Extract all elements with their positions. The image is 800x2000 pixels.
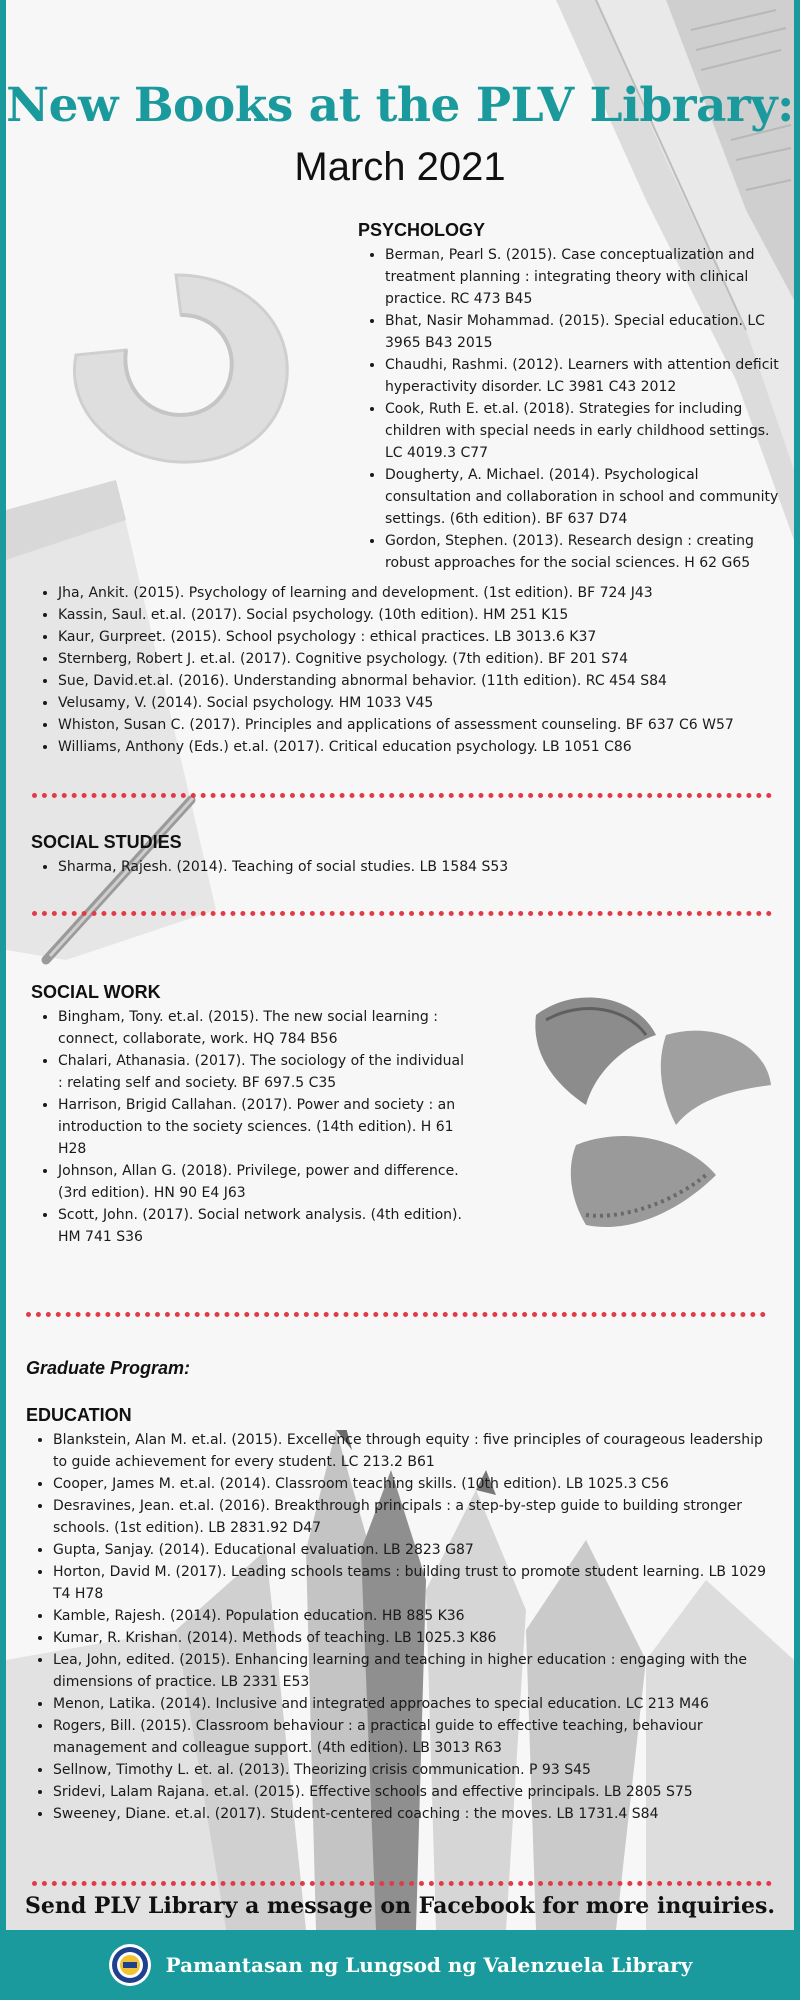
list-item: • Sridevi, Lalam Rajana. et.al. (2015). Effective schools and effective principals. LB 2805 S75: [53, 1781, 771, 1803]
university-seal-icon: [108, 1943, 152, 1987]
library-name: Pamantasan ng Lungsod ng Valenzuela Library: [165, 1953, 693, 1977]
page-title: New Books at the PLV Library:: [6, 78, 794, 133]
list-item: • Kassin, Saul. et.al. (2017). Social psychology. (10th edition). HM 251 K15: [58, 604, 771, 626]
education-list: [26, 1429, 771, 1825]
list-item: • Rogers, Bill. (2015). Classroom behaviour : a practical guide to effective teaching, behaviour management and colleague support. (4th edition). LB 3013 R63: [53, 1715, 771, 1759]
list-item: • Sue, David.et.al. (2016). Understanding abnormal behavior. (11th edition). RC 454 S84: [58, 670, 771, 692]
list-item: • Sweeney, Diane. et.al. (2017). Student-centered coaching : the moves. LB 1731.4 S84: [53, 1803, 771, 1825]
list-item: • Johnson, Allan G. (2018). Privilege, power and difference. (3rd edition). HN 90 E4 J63: [58, 1160, 471, 1204]
list-item: • Velusamy, V. (2014). Social psychology. HM 1033 V45: [58, 692, 771, 714]
psychology-section-continued: [31, 582, 771, 758]
list-item: • Chalari, Athanasia. (2017). The sociology of the individual : relating self and society. BF 697.5 C35: [58, 1050, 471, 1094]
social-work-heading: SOCIAL WORK: [31, 982, 161, 1002]
list-item: • Blankstein, Alan M. et.al. (2015). Excellence through equity : five principles of courageous leadership to guide achievement for every student. LC 213.2 B61: [53, 1429, 771, 1473]
shavings-decoration: [516, 975, 776, 1265]
social-studies-list: [31, 856, 771, 878]
social-work-list: [31, 1006, 471, 1248]
list-item: • Lea, John, edited. (2015). Enhancing learning and teaching in higher education : engaging with the dimensions of practice. LB 2331 E53: [53, 1649, 771, 1693]
list-item: • Sellnow, Timothy L. et. al. (2013). Theorizing crisis communication. P 93 S45: [53, 1759, 771, 1781]
list-item: • Kamble, Rajesh. (2014). Population education. HB 885 K36: [53, 1605, 771, 1627]
section-divider: [32, 1881, 772, 1886]
list-item: • Dougherty, A. Michael. (2014). Psychological consultation and collaboration in school and community settings. (6th edition). BF 637 D74: [385, 464, 784, 530]
psychology-list-continued: [31, 582, 771, 758]
graduate-program-label: Graduate Program:: [26, 1358, 191, 1378]
graduate-section: [26, 1358, 771, 1825]
list-item: • Bingham, Tony. et.al. (2015). The new social learning : connect, collaborate, work. HQ 784 B56: [58, 1006, 471, 1050]
psychology-section: [358, 220, 784, 574]
list-item: • Gupta, Sanjay. (2014). Educational evaluation. LB 2823 G87: [53, 1539, 771, 1561]
list-item: • Sternberg, Robert J. et.al. (2017). Cognitive psychology. (7th edition). BF 201 S74: [58, 648, 771, 670]
social-studies-section: [31, 832, 771, 878]
page-subtitle: March 2021: [294, 145, 506, 189]
list-item: • Cook, Ruth E. et.al. (2018). Strategies for including children with special needs in early childhood settings. LC 4019.3 C77: [385, 398, 784, 464]
section-divider: [32, 911, 772, 916]
education-heading: EDUCATION: [26, 1405, 132, 1425]
list-item: • Cooper, James M. et.al. (2014). Classroom teaching skills. (10th edition). LB 1025.3 C56: [53, 1473, 771, 1495]
list-item: • Berman, Pearl S. (2015). Case conceptualization and treatment planning : integrating theory with clinical practice. RC 473 B45: [385, 244, 784, 310]
list-item: • Williams, Anthony (Eds.) et.al. (2017). Critical education psychology. LB 1051 C86: [58, 736, 771, 758]
list-item: • Kumar, R. Krishan. (2014). Methods of teaching. LB 1025.3 K86: [53, 1627, 771, 1649]
list-item: • Kaur, Gurpreet. (2015). School psychology : ethical practices. LB 3013.6 K37: [58, 626, 771, 648]
social-work-section: [31, 982, 471, 1248]
list-item: • Scott, John. (2017). Social network analysis. (4th edition). HM 741 S36: [58, 1204, 471, 1248]
poster-sheet: [6, 0, 794, 1930]
psychology-list: [358, 244, 784, 574]
list-item: • Desravines, Jean. et.al. (2016). Breakthrough principals : a step-by-step guide to building stronger schools. (1st edition). LB 2831.92 D47: [53, 1495, 771, 1539]
contact-message: Send PLV Library a message on Facebook for more inquiries.: [24, 1893, 776, 1919]
list-item: • Whiston, Susan C. (2017). Principles and applications of assessment counseling. BF 637 C6 W57: [58, 714, 771, 736]
social-studies-heading: SOCIAL STUDIES: [31, 832, 182, 852]
list-item: • Jha, Ankit. (2015). Psychology of learning and development. (1st edition). BF 724 J43: [58, 582, 771, 604]
pencil-shaving-decoration: [36, 255, 316, 485]
section-divider: [26, 1312, 766, 1317]
list-item: • Bhat, Nasir Mohammad. (2015). Special education. LC 3965 B43 2015: [385, 310, 784, 354]
footer-bar: [0, 1930, 800, 2000]
psychology-heading: PSYCHOLOGY: [358, 220, 486, 240]
list-item: • Gordon, Stephen. (2013). Research design : creating robust approaches for the social sciences. H 62 G65: [385, 530, 784, 574]
list-item: • Horton, David M. (2017). Leading schools teams : building trust to promote student learning. LB 1029 T4 H78: [53, 1561, 771, 1605]
list-item: • Chaudhi, Rashmi. (2012). Learners with attention deficit hyperactivity disorder. LC 3981 C43 2012: [385, 354, 784, 398]
list-item: • Sharma, Rajesh. (2014). Teaching of social studies. LB 1584 S53: [58, 856, 771, 878]
section-divider: [32, 793, 772, 798]
list-item: • Menon, Latika. (2014). Inclusive and integrated approaches to special education. LC 213 M46: [53, 1693, 771, 1715]
list-item: • Harrison, Brigid Callahan. (2017). Power and society : an introduction to the society sciences. (14th edition). H 61 H28: [58, 1094, 471, 1160]
